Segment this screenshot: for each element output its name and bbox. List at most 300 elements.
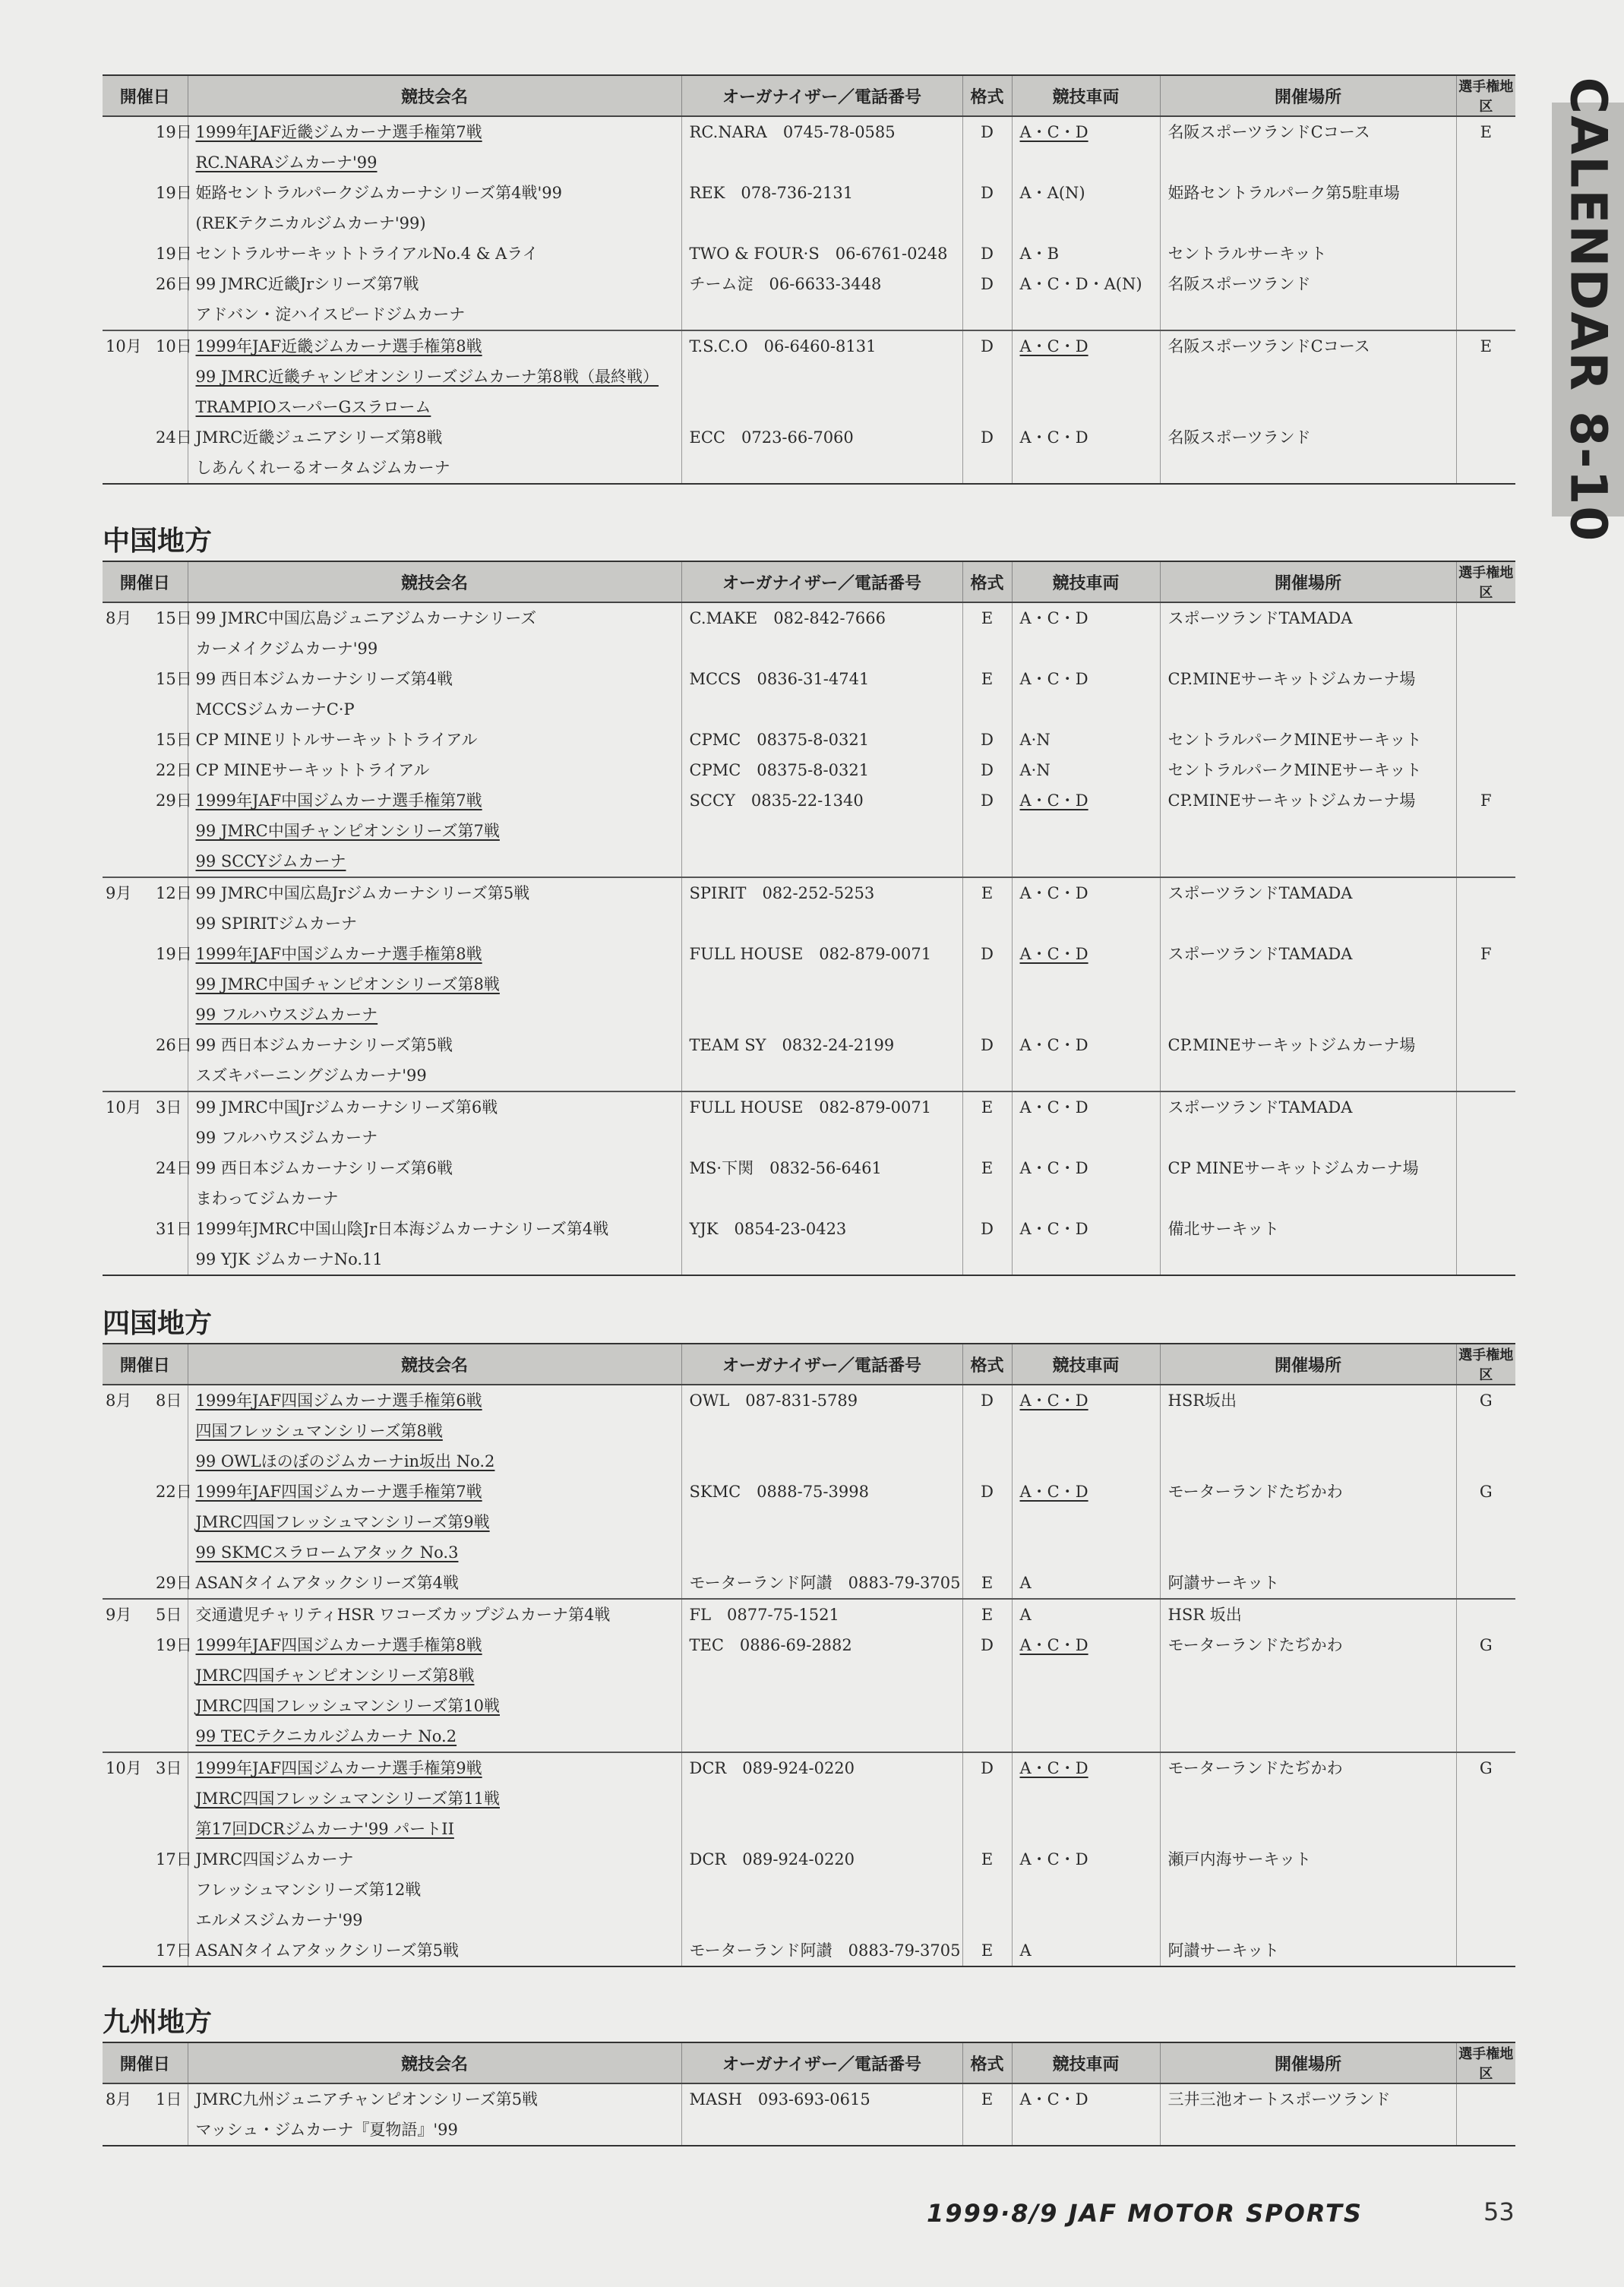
cell-championship bbox=[1456, 1507, 1515, 1537]
section-kinki-continued bbox=[103, 74, 1515, 485]
side-tab-label: CALENDAR 8-10 bbox=[1559, 77, 1617, 542]
cell-venue: CP.MINEサーキットジムカーナ場 bbox=[1160, 1030, 1456, 1060]
table-row bbox=[103, 1060, 1515, 1091]
cell-month bbox=[103, 1721, 148, 1752]
cell-month bbox=[103, 362, 148, 392]
table-row bbox=[103, 1844, 1515, 1875]
cell-event-name: スズキバーニングジムカーナ'99 bbox=[188, 1060, 681, 1091]
table-row bbox=[103, 877, 1515, 908]
cell-day bbox=[148, 2115, 188, 2146]
cell-day: 19日 bbox=[156, 245, 192, 263]
cell-cars: A·N bbox=[1012, 755, 1160, 785]
cell-event-name bbox=[188, 1446, 681, 1477]
cell-month bbox=[103, 725, 148, 755]
calendar-table bbox=[103, 561, 1515, 1276]
cell-event-name bbox=[188, 1630, 681, 1660]
cell-format bbox=[962, 1875, 1012, 1905]
cell-organizer bbox=[681, 1691, 962, 1721]
cell-month bbox=[103, 1446, 148, 1477]
cell-event-name: カーメイクジムカーナ'99 bbox=[188, 633, 681, 664]
cell-day: 8日 bbox=[156, 1391, 182, 1410]
cell-venue: 三井三池オートスポーツランド bbox=[1160, 2083, 1456, 2115]
cell-day bbox=[148, 1537, 188, 1568]
header-format: 格式 bbox=[962, 561, 1012, 602]
cell-organizer: YJK 0854-23-0423 bbox=[681, 1214, 962, 1244]
cell-month bbox=[103, 1844, 148, 1875]
cell-venue bbox=[1160, 1814, 1456, 1844]
cell-organizer: MCCS 0836-31-4741 bbox=[681, 664, 962, 694]
cell-organizer: TEAM SY 0832-24-2199 bbox=[681, 1030, 962, 1060]
cell-month bbox=[103, 755, 148, 785]
cell-championship: E bbox=[1456, 330, 1515, 362]
cell-month bbox=[103, 969, 148, 1000]
cell-organizer: T.S.C.O 06-6460-8131 bbox=[681, 330, 962, 362]
cell-event-name bbox=[188, 392, 681, 422]
cell-organizer bbox=[681, 147, 962, 178]
cell-month bbox=[103, 785, 148, 816]
cell-organizer: FL 0877-75-1521 bbox=[681, 1599, 962, 1630]
cell-format: D bbox=[962, 269, 1012, 299]
cell-championship bbox=[1456, 846, 1515, 877]
header-date: 開催日 bbox=[103, 561, 188, 602]
cell-championship bbox=[1456, 1446, 1515, 1477]
cell-month bbox=[103, 269, 148, 299]
cell-format: D bbox=[962, 330, 1012, 362]
cell-organizer bbox=[681, 1183, 962, 1214]
cell-month bbox=[103, 1568, 148, 1599]
side-tab bbox=[1552, 77, 1624, 542]
header-format: 格式 bbox=[962, 75, 1012, 116]
cell-cars: A bbox=[1012, 1568, 1160, 1599]
cell-championship bbox=[1456, 422, 1515, 453]
cell-venue bbox=[1160, 816, 1456, 846]
table-row bbox=[103, 1000, 1515, 1030]
table-row bbox=[103, 208, 1515, 238]
header-championship-region: 選手権地区 bbox=[1456, 561, 1515, 602]
table-row bbox=[103, 1537, 1515, 1568]
cell-format bbox=[962, 633, 1012, 664]
header-date: 開催日 bbox=[103, 1344, 188, 1385]
table-row bbox=[103, 1446, 1515, 1477]
cell-championship: F bbox=[1456, 785, 1515, 816]
cell-cars-text: A・C・D bbox=[1019, 1391, 1088, 1410]
cell-cars bbox=[1012, 1385, 1160, 1416]
header-format: 格式 bbox=[962, 2042, 1012, 2083]
cell-venue: 名阪スポーツランドCコース bbox=[1160, 116, 1456, 147]
cell-championship bbox=[1456, 1060, 1515, 1091]
cell-month bbox=[103, 633, 148, 664]
cell-event-name: 99 西日本ジムカーナシリーズ第6戦 bbox=[188, 1153, 681, 1183]
cell-cars bbox=[1012, 633, 1160, 664]
cell-venue bbox=[1160, 633, 1456, 664]
cell-cars: A・C・D bbox=[1012, 1030, 1160, 1060]
cell-venue: 名阪スポーツランドCコース bbox=[1160, 330, 1456, 362]
cell-cars bbox=[1012, 1630, 1160, 1660]
cell-format bbox=[962, 1905, 1012, 1935]
cell-month bbox=[103, 1244, 148, 1275]
table-row bbox=[103, 1875, 1515, 1905]
cell-format bbox=[962, 816, 1012, 846]
cell-cars: A・C・D bbox=[1012, 2083, 1160, 2115]
header-organizer: オーガナイザー／電話番号 bbox=[681, 75, 962, 116]
cell-organizer bbox=[681, 846, 962, 877]
cell-cars bbox=[1012, 453, 1160, 484]
cell-cars: A・A(N) bbox=[1012, 178, 1160, 208]
cell-event-name-text: JMRC四国フレッシュマンシリーズ第11戦 bbox=[195, 1789, 500, 1808]
cell-cars bbox=[1012, 147, 1160, 178]
cell-venue: モーターランドたぢかわ bbox=[1160, 1630, 1456, 1660]
table-row bbox=[103, 816, 1515, 846]
table-row bbox=[103, 1091, 1515, 1123]
cell-organizer: FULL HOUSE 082-879-0071 bbox=[681, 939, 962, 969]
cell-day: 19日 bbox=[156, 945, 192, 963]
cell-event-name: 99 フルハウスジムカーナ bbox=[188, 1123, 681, 1153]
cell-format bbox=[962, 2115, 1012, 2146]
cell-cars bbox=[1012, 208, 1160, 238]
page-number: 53 bbox=[1483, 2197, 1515, 2226]
cell-format: D bbox=[962, 1752, 1012, 1783]
table-row bbox=[103, 969, 1515, 1000]
cell-championship bbox=[1456, 1416, 1515, 1446]
cell-day bbox=[148, 299, 188, 330]
cell-venue: モーターランドたぢかわ bbox=[1160, 1752, 1456, 1783]
header-event-name: 競技会名 bbox=[188, 2042, 681, 2083]
cell-organizer: OWL 087-831-5789 bbox=[681, 1385, 962, 1416]
cell-event-name bbox=[188, 1691, 681, 1721]
cell-day: 1日 bbox=[156, 2090, 182, 2109]
cell-day bbox=[148, 208, 188, 238]
cell-organizer bbox=[681, 1123, 962, 1153]
table-row bbox=[103, 908, 1515, 939]
cell-championship: G bbox=[1456, 1752, 1515, 1783]
cell-event-name bbox=[188, 1783, 681, 1814]
table-row bbox=[103, 1416, 1515, 1446]
cell-event-name-text: JMRC四国フレッシュマンシリーズ第9戦 bbox=[195, 1513, 490, 1531]
cell-month bbox=[103, 1416, 148, 1446]
cell-organizer bbox=[681, 1507, 962, 1537]
cell-organizer bbox=[681, 1446, 962, 1477]
cell-cars: A・C・D bbox=[1012, 877, 1160, 908]
cell-organizer bbox=[681, 2115, 962, 2146]
cell-month bbox=[103, 1783, 148, 1814]
cell-day bbox=[148, 1814, 188, 1844]
cell-format: E bbox=[962, 1153, 1012, 1183]
cell-cars bbox=[1012, 392, 1160, 422]
cell-event-name: MCCSジムカーナC·P bbox=[188, 694, 681, 725]
cell-championship bbox=[1456, 1691, 1515, 1721]
table-row bbox=[103, 1752, 1515, 1783]
cell-cars bbox=[1012, 1244, 1160, 1275]
cell-month: 8月 bbox=[106, 609, 132, 627]
cell-venue bbox=[1160, 392, 1456, 422]
cell-cars bbox=[1012, 1507, 1160, 1537]
table-row bbox=[103, 1691, 1515, 1721]
cell-month bbox=[103, 1935, 148, 1966]
cell-championship bbox=[1456, 1183, 1515, 1214]
cell-organizer bbox=[681, 453, 962, 484]
cell-organizer bbox=[681, 1905, 962, 1935]
cell-cars bbox=[1012, 1814, 1160, 1844]
cell-day bbox=[148, 694, 188, 725]
cell-event-name: ASANタイムアタックシリーズ第5戦 bbox=[188, 1935, 681, 1966]
cell-event-name-text: 第17回DCRジムカーナ'99 パートII bbox=[195, 1820, 454, 1838]
cell-cars: A bbox=[1012, 1599, 1160, 1630]
cell-organizer bbox=[681, 694, 962, 725]
cell-event-name: マッシュ・ジムカーナ『夏物語』'99 bbox=[188, 2115, 681, 2146]
cell-cars: A・C・D bbox=[1012, 1091, 1160, 1123]
table-row bbox=[103, 664, 1515, 694]
cell-organizer: CPMC 08375-8-0321 bbox=[681, 725, 962, 755]
cell-month bbox=[103, 664, 148, 694]
cell-venue bbox=[1160, 1244, 1456, 1275]
cell-event-name-text: 1999年JAF四国ジムカーナ選手権第8戦 bbox=[195, 1636, 482, 1654]
cell-venue: 名阪スポーツランド bbox=[1160, 422, 1456, 453]
cell-event-name: JMRC近畿ジュニアシリーズ第8戦 bbox=[188, 422, 681, 453]
cell-venue bbox=[1160, 362, 1456, 392]
cell-day: 29日 bbox=[156, 1574, 192, 1592]
cell-event-name-text: JMRC四国フレッシュマンシリーズ第10戦 bbox=[195, 1697, 500, 1715]
cell-format bbox=[962, 908, 1012, 939]
table-row bbox=[103, 1123, 1515, 1153]
header-championship-region: 選手権地区 bbox=[1456, 2042, 1515, 2083]
cell-event-name bbox=[188, 362, 681, 392]
cell-venue: 瀬戸内海サーキット bbox=[1160, 1844, 1456, 1875]
cell-month: 10月 bbox=[103, 330, 148, 362]
cell-day bbox=[148, 1783, 188, 1814]
cell-organizer: RC.NARA 0745-78-0585 bbox=[681, 116, 962, 147]
cell-organizer: チーム淀 06-6633-3448 bbox=[681, 269, 962, 299]
cell-day bbox=[148, 1875, 188, 1905]
cell-day: 19日 bbox=[156, 184, 192, 202]
table-row bbox=[103, 1030, 1515, 1060]
cell-event-name bbox=[188, 116, 681, 147]
table-row bbox=[103, 1183, 1515, 1214]
table-row bbox=[103, 2083, 1515, 2115]
cell-month bbox=[103, 1507, 148, 1537]
cell-organizer bbox=[681, 362, 962, 392]
cell-cars-text: A・C・D bbox=[1019, 123, 1088, 141]
cell-championship bbox=[1456, 908, 1515, 939]
cell-month bbox=[103, 392, 148, 422]
cell-event-name: CP MINEサーキットトライアル bbox=[188, 755, 681, 785]
cell-format bbox=[962, 846, 1012, 877]
cell-month bbox=[103, 1000, 148, 1030]
cell-championship bbox=[1456, 1030, 1515, 1060]
cell-cars: A・C・D bbox=[1012, 602, 1160, 633]
cell-event-name-text: 1999年JAF四国ジムカーナ選手権第9戦 bbox=[195, 1759, 482, 1777]
cell-day bbox=[148, 1183, 188, 1214]
cell-venue bbox=[1160, 1123, 1456, 1153]
cell-format bbox=[962, 392, 1012, 422]
cell-cars-text: A・C・D bbox=[1019, 945, 1088, 963]
cell-day: 29日 bbox=[156, 791, 192, 810]
cell-format: E bbox=[962, 1091, 1012, 1123]
cell-day bbox=[148, 908, 188, 939]
cell-format: D bbox=[962, 939, 1012, 969]
cell-format: E bbox=[962, 877, 1012, 908]
cell-organizer: CPMC 08375-8-0321 bbox=[681, 755, 962, 785]
cell-championship bbox=[1456, 1244, 1515, 1275]
cell-championship bbox=[1456, 755, 1515, 785]
cell-event-name-text: 99 SKMCスラロームアタック No.3 bbox=[195, 1543, 459, 1562]
cell-organizer bbox=[681, 969, 962, 1000]
cell-cars bbox=[1012, 1721, 1160, 1752]
cell-event-name-text: JMRC四国チャンピオンシリーズ第8戦 bbox=[195, 1666, 475, 1685]
cell-event-name-text: 1999年JAF近畿ジムカーナ選手権第8戦 bbox=[195, 337, 482, 355]
cell-event-name: 99 JMRC中国広島Jrジムカーナシリーズ第5戦 bbox=[188, 877, 681, 908]
section-chugoku bbox=[103, 523, 1515, 1276]
header-organizer: オーガナイザー／電話番号 bbox=[681, 1344, 962, 1385]
cell-event-name: 99 JMRC中国広島ジュニアジムカーナシリーズ bbox=[188, 602, 681, 633]
cell-championship bbox=[1456, 238, 1515, 269]
cell-format bbox=[962, 694, 1012, 725]
cell-event-name bbox=[188, 1814, 681, 1844]
header-date: 開催日 bbox=[103, 2042, 188, 2083]
cell-championship: F bbox=[1456, 939, 1515, 969]
cell-venue: CP.MINEサーキットジムカーナ場 bbox=[1160, 664, 1456, 694]
cell-organizer bbox=[681, 1000, 962, 1030]
cell-championship bbox=[1456, 633, 1515, 664]
cell-day bbox=[148, 1000, 188, 1030]
cell-venue: スポーツランドTAMADA bbox=[1160, 602, 1456, 633]
cell-day bbox=[148, 969, 188, 1000]
cell-organizer bbox=[681, 208, 962, 238]
cell-event-name-text: 99 TECテクニカルジムカーナ No.2 bbox=[195, 1727, 457, 1745]
cell-cars: A・C・D・A(N) bbox=[1012, 269, 1160, 299]
cell-day: 24日 bbox=[156, 1159, 192, 1177]
cell-venue bbox=[1160, 147, 1456, 178]
cell-format: D bbox=[962, 755, 1012, 785]
cell-event-name-text: 99 JMRC中国チャンピオンシリーズ第8戦 bbox=[195, 975, 500, 993]
table-row bbox=[103, 1905, 1515, 1935]
cell-event-name bbox=[188, 816, 681, 846]
cell-championship bbox=[1456, 664, 1515, 694]
cell-cars bbox=[1012, 116, 1160, 147]
cell-event-name-text: 99 SCCYジムカーナ bbox=[195, 852, 346, 870]
cell-venue bbox=[1160, 969, 1456, 1000]
cell-format bbox=[962, 1660, 1012, 1691]
header-format: 格式 bbox=[962, 1344, 1012, 1385]
cell-month bbox=[103, 422, 148, 453]
cell-venue bbox=[1160, 846, 1456, 877]
cell-event-name bbox=[188, 1416, 681, 1446]
cell-event-name: エルメスジムカーナ'99 bbox=[188, 1905, 681, 1935]
cell-organizer bbox=[681, 1721, 962, 1752]
cell-cars bbox=[1012, 1183, 1160, 1214]
cell-venue bbox=[1160, 1446, 1456, 1477]
cell-cars: A・B bbox=[1012, 238, 1160, 269]
cell-day bbox=[148, 1416, 188, 1446]
cell-venue bbox=[1160, 453, 1456, 484]
cell-format bbox=[962, 1000, 1012, 1030]
cell-cars: A・C・D bbox=[1012, 664, 1160, 694]
cell-month bbox=[103, 1691, 148, 1721]
cell-format: D bbox=[962, 1630, 1012, 1660]
header-cars: 競技車両 bbox=[1012, 2042, 1160, 2083]
cell-event-name bbox=[188, 939, 681, 969]
cell-venue bbox=[1160, 208, 1456, 238]
cell-cars-text: A・C・D bbox=[1019, 791, 1088, 810]
cell-day bbox=[148, 147, 188, 178]
cell-organizer: ECC 0723-66-7060 bbox=[681, 422, 962, 453]
cell-venue bbox=[1160, 1416, 1456, 1446]
table-row bbox=[103, 1385, 1515, 1416]
cell-month bbox=[103, 238, 148, 269]
cell-event-name-text: 99 JMRC中国チャンピオンシリーズ第7戦 bbox=[195, 822, 500, 840]
cell-format: E bbox=[962, 1935, 1012, 1966]
cell-day: 24日 bbox=[156, 428, 192, 447]
cell-event-name bbox=[188, 1507, 681, 1537]
cell-month: 8月 bbox=[106, 1391, 132, 1410]
cell-day: 17日 bbox=[148, 1935, 188, 1966]
calendar-table bbox=[103, 1343, 1515, 1967]
cell-format: D bbox=[962, 178, 1012, 208]
cell-month bbox=[103, 1905, 148, 1935]
cell-championship bbox=[1456, 1123, 1515, 1153]
cell-day: 31日 bbox=[156, 1220, 192, 1238]
cell-format: E bbox=[962, 2083, 1012, 2115]
table-row bbox=[103, 1507, 1515, 1537]
cell-event-name: 1999年JMRC中国山陰Jr日本海ジムカーナシリーズ第4戦 bbox=[188, 1214, 681, 1244]
cell-format bbox=[962, 1814, 1012, 1844]
cell-day: 3日 bbox=[148, 1752, 188, 1783]
cell-venue bbox=[1160, 908, 1456, 939]
cell-event-name: 99 SPIRITジムカーナ bbox=[188, 908, 681, 939]
cell-cars-text: A・C・D bbox=[1019, 1483, 1088, 1501]
table-row bbox=[103, 1630, 1515, 1660]
cell-cars: A·N bbox=[1012, 725, 1160, 755]
cell-format bbox=[962, 1783, 1012, 1814]
cell-day: 19日 bbox=[156, 1636, 192, 1654]
cell-day: 17日 bbox=[156, 1850, 192, 1868]
cell-event-name-text: RC.NARAジムカーナ'99 bbox=[195, 153, 378, 172]
cell-event-name: 交通遺児チャリティHSR ワコーズカップジムカーナ第4戦 bbox=[188, 1599, 681, 1630]
cell-month bbox=[103, 1214, 148, 1244]
cell-cars bbox=[1012, 1446, 1160, 1477]
cell-championship bbox=[1456, 1537, 1515, 1568]
cell-venue bbox=[1160, 2115, 1456, 2146]
calendar-table bbox=[103, 74, 1515, 485]
cell-month bbox=[103, 208, 148, 238]
table-row bbox=[103, 422, 1515, 453]
cell-format: D bbox=[962, 1030, 1012, 1060]
cell-venue: スポーツランドTAMADA bbox=[1160, 1091, 1456, 1123]
cell-day bbox=[148, 633, 188, 664]
cell-championship bbox=[1456, 269, 1515, 299]
cell-event-name: 99 西日本ジムカーナシリーズ第4戦 bbox=[188, 664, 681, 694]
cell-month bbox=[103, 1537, 148, 1568]
cell-cars: A bbox=[1012, 1935, 1160, 1966]
cell-month bbox=[103, 816, 148, 846]
header-championship-region: 選手権地区 bbox=[1456, 75, 1515, 116]
cell-venue bbox=[1160, 1183, 1456, 1214]
table-row bbox=[103, 1783, 1515, 1814]
cell-championship bbox=[1456, 208, 1515, 238]
table-row bbox=[103, 178, 1515, 208]
cell-cars bbox=[1012, 694, 1160, 725]
cell-day: 15日 bbox=[156, 670, 192, 688]
cell-day bbox=[148, 392, 188, 422]
cell-event-name bbox=[188, 1000, 681, 1030]
cell-venue: 備北サーキット bbox=[1160, 1214, 1456, 1244]
cell-cars: A・C・D bbox=[1012, 1844, 1160, 1875]
cell-day bbox=[148, 453, 188, 484]
cell-event-name bbox=[188, 1721, 681, 1752]
cell-organizer bbox=[681, 1783, 962, 1814]
cell-venue: 姫路セントラルパーク第5駐車場 bbox=[1160, 178, 1456, 208]
table-row bbox=[103, 694, 1515, 725]
section-title: 四国地方 bbox=[103, 1308, 213, 1339]
